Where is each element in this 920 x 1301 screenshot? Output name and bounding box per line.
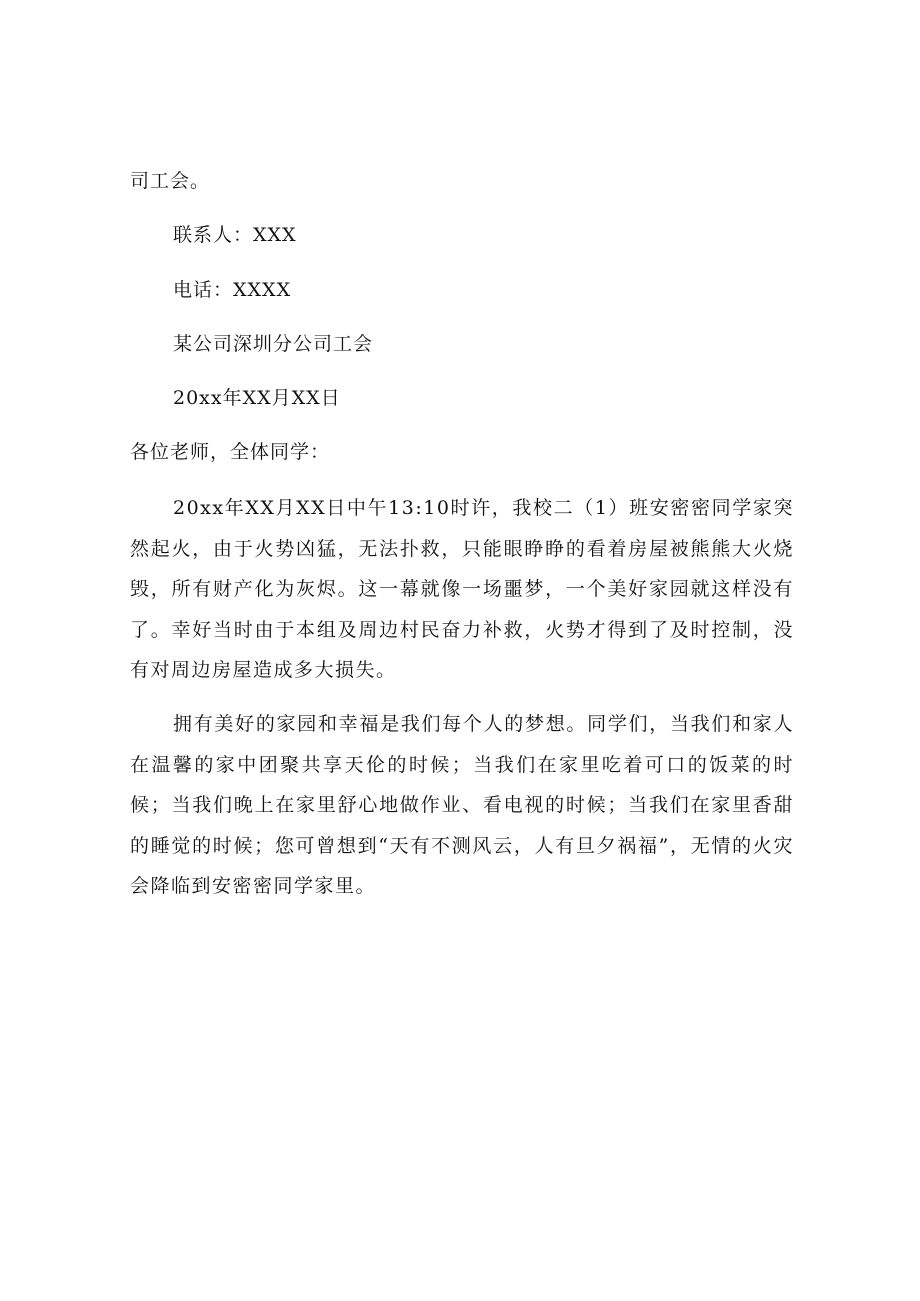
phone-number: 电话：XXXX [173, 279, 292, 301]
continuation-text: 司工会。 [130, 170, 211, 192]
paragraph-fire-incident: 20xx年XX月XX日中午13:10时许，我校二（1）班安密密同学家突然起火，由于火势凶猛，无法扑救，只能眼睁睁的看着房屋被熊熊大火烧毁，所有财产化为灰烬。这一幕就像一场噩梦，一个美好家园就这样没有了。幸好当时由于本组及周边村民奋力补救，火势才得到了及时控制，没有对周边房屋造成多大损失。 [130, 497, 794, 681]
contact-person: 联系人：XXX [173, 224, 297, 246]
document-date: 20xx年XX月XX日 [173, 387, 341, 409]
paragraph-home-happiness: 拥有美好的家园和幸福是我们每个人的梦想。同学们，当我们和家人在温馨的家中团聚共享天伦的时候；当我们在家里吃着可口的饭菜的时候；当我们晚上在家里舒心地做作业、看电视的时候；当我们在家里香甜的睡觉的时候；您可曾想到“天有不测风云，人有旦夕祸福”，无情的火灾会降临到安密密同学家里。 [130, 713, 794, 897]
salutation: 各位老师，全体同学： [130, 441, 331, 463]
organization-name: 某公司深圳分公司工会 [173, 333, 374, 355]
